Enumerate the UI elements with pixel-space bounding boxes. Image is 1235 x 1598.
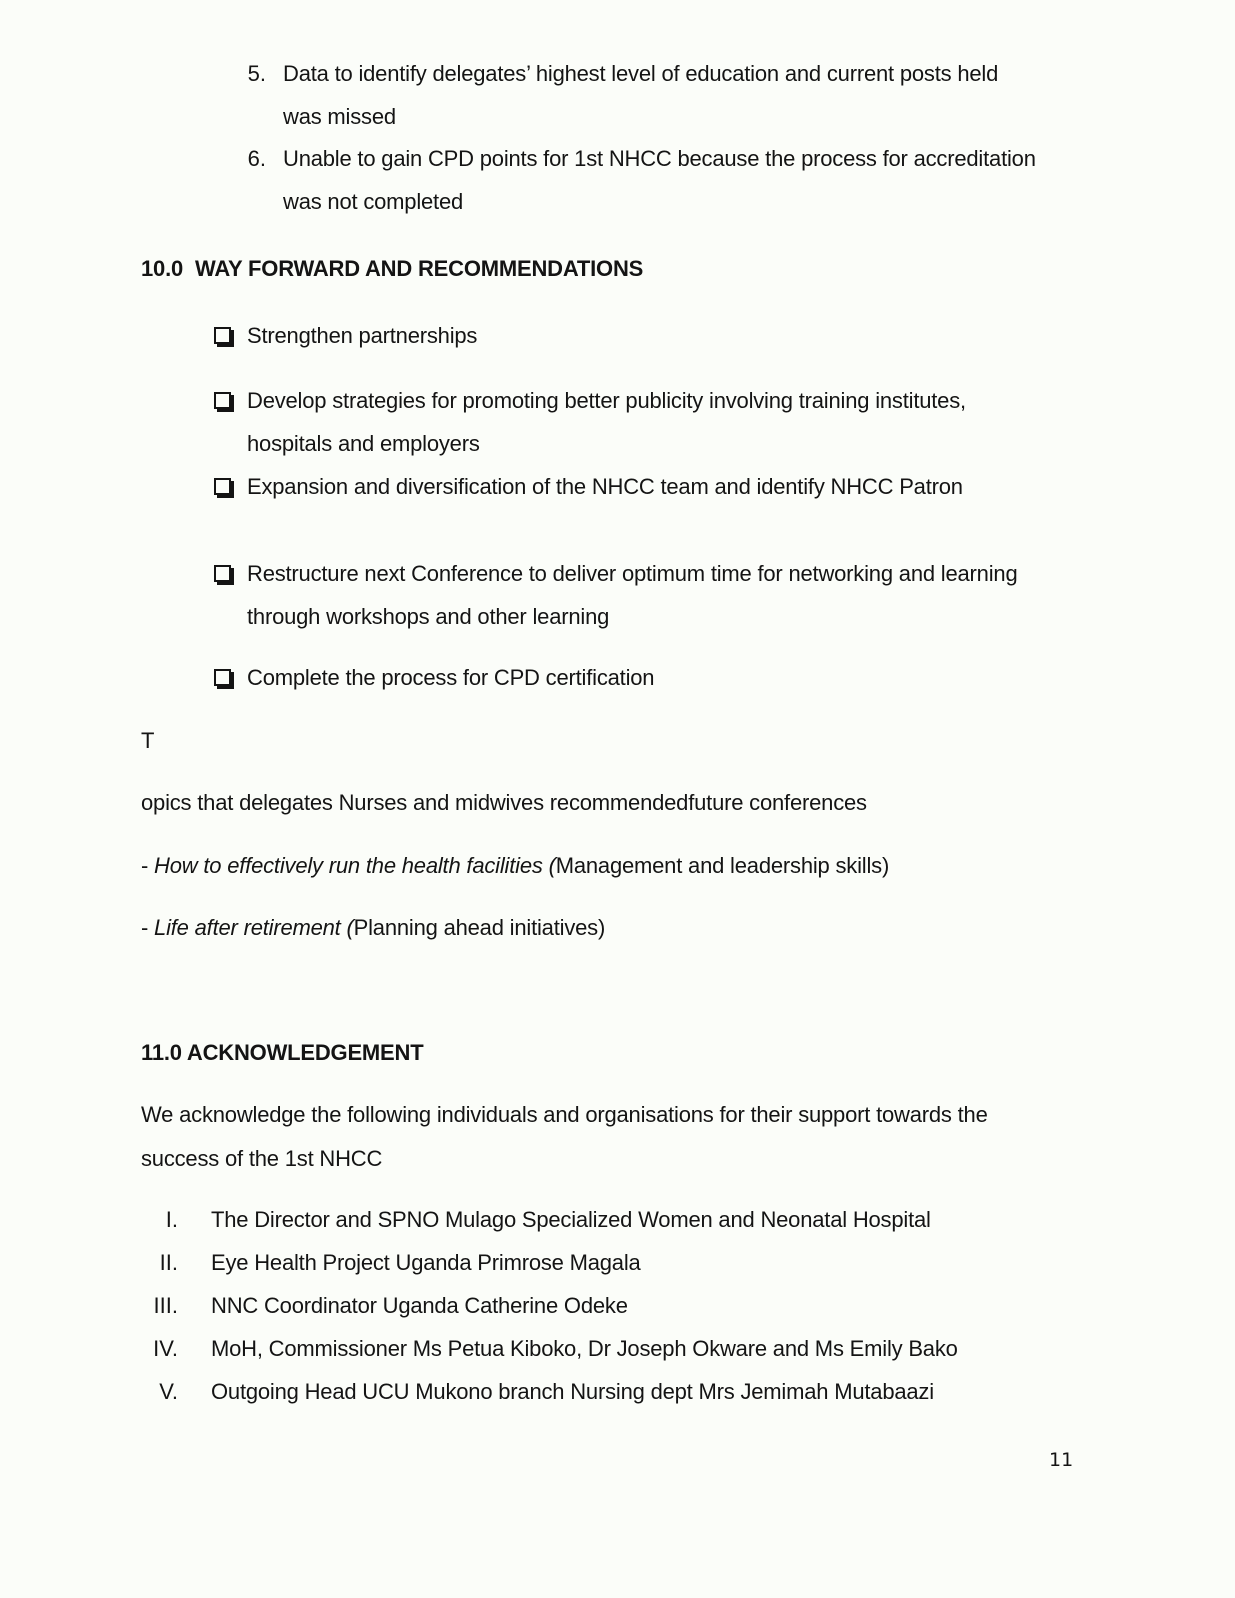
checkbox-square-icon (214, 478, 231, 495)
topic-normal: Planning ahead initiatives) (353, 915, 606, 940)
topic-item-2 (141, 914, 605, 942)
topic-item-1 (141, 852, 889, 880)
ack-item-1: The Director and SPNO Mulago Specialized Women and Neonatal Hospital (211, 1207, 931, 1232)
topic-italic: Life after retirement ( (154, 915, 354, 940)
topic-italic: How to effectively run the health facilities ( (154, 853, 556, 878)
topics-intro: opics that delegates Nurses and midwives recommendedfuture conferences (141, 790, 867, 815)
ack-item-4: MoH, Commissioner Ms Petua Kiboko, Dr Joseph Okware and Ms Emily Bako (211, 1336, 958, 1361)
list-item-6-line-1: Unable to gain CPD points for 1st NHCC because the process for accreditation (283, 146, 1036, 171)
list-marker-5: 5. (247, 61, 266, 86)
list-item-5-line-1: Data to identify delegates’ highest level of education and current posts held (283, 61, 999, 86)
recommendation-2-line-2: hospitals and employers (247, 431, 480, 456)
acknowledgement-intro-line-2: success of the 1st NHCC (141, 1146, 383, 1171)
ack-marker: IV. (153, 1336, 178, 1361)
page-number: 11 (1049, 1449, 1074, 1471)
recommendation-1: Strengthen partnerships (247, 323, 478, 348)
ack-item-3: NNC Coordinator Uganda Catherine Odeke (211, 1293, 628, 1318)
section-10-heading (141, 255, 643, 283)
acknowledgement-intro-line-1: We acknowledge the following individuals and organisations for their support towards the (141, 1102, 988, 1127)
recommendation-4-line-2: through workshops and other learning (247, 604, 610, 629)
section-11-heading: 11.0 ACKNOWLEDGEMENT (141, 1040, 424, 1065)
ack-marker: II. (159, 1250, 178, 1275)
ack-item-5: Outgoing Head UCU Mukono branch Nursing dept Mrs Jemimah Mutabaazi (211, 1379, 934, 1404)
ack-marker: V. (159, 1379, 178, 1404)
ack-marker: I. (165, 1207, 178, 1232)
topics-drop-letter: T (141, 728, 155, 753)
recommendation-5: Complete the process for CPD certification (247, 665, 655, 690)
ack-marker: III. (153, 1293, 178, 1318)
recommendation-4-line-1: Restructure next Conference to deliver optimum time for networking and learning (247, 561, 1018, 586)
checkbox-square-icon (214, 669, 231, 686)
list-item-6-line-2: was not completed (283, 189, 464, 214)
list-marker-6: 6. (247, 146, 266, 171)
topic-dash: - (141, 853, 155, 878)
section-10-title: WAY FORWARD AND RECOMMENDATIONS (195, 256, 644, 281)
list-item-5-line-2: was missed (283, 104, 396, 129)
topic-normal: Management and leadership skills) (555, 853, 890, 878)
section-10-number: 10.0 (141, 256, 184, 281)
checkbox-square-icon (214, 392, 231, 409)
topic-dash: - (141, 915, 155, 940)
checkbox-square-icon (214, 565, 231, 582)
ack-item-2: Eye Health Project Uganda Primrose Magala (211, 1250, 641, 1275)
recommendation-3: Expansion and diversification of the NHCC team and identify NHCC Patron (247, 474, 963, 499)
recommendation-2-line-1: Develop strategies for promoting better publicity involving training institutes, (247, 388, 966, 413)
checkbox-square-icon (214, 327, 231, 344)
